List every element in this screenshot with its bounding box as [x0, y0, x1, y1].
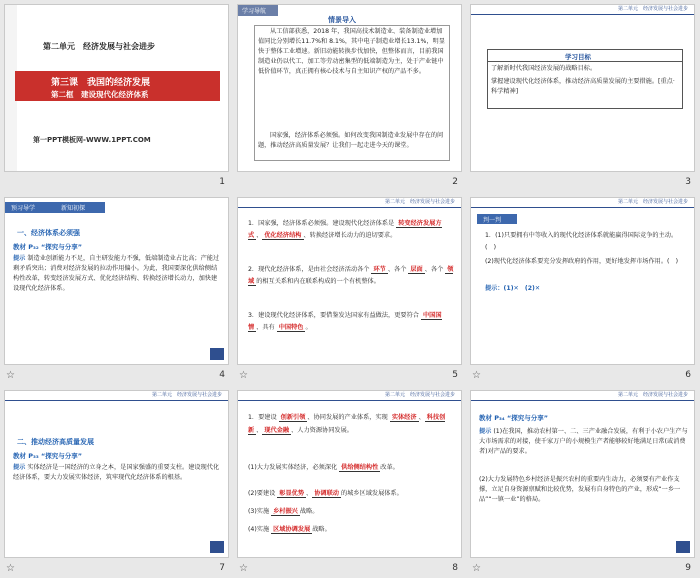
- tip-label: 提示: [13, 464, 26, 471]
- point-text: 的城乡区域发展体系。: [340, 490, 403, 497]
- slide-8: [237, 390, 462, 558]
- slide-number: 8: [452, 563, 458, 573]
- back-button[interactable]: [676, 541, 690, 553]
- fill-blank: 区域协调发展: [273, 526, 311, 533]
- fill-blank: 中国特色: [278, 324, 304, 331]
- point-text: (1)大力发展实体经济，必须深化: [248, 464, 338, 471]
- tip-text-2: (2)大力发展特色乡村经济是振兴农村的重要内生动力，必须要有产业作支撑，立足自身资源禀赋和比较优势，发展有自身特色的产业，形成“一乡一品”“一镇一业”的格局。: [479, 476, 681, 503]
- slide-number: 9: [685, 563, 691, 573]
- answer-text: 提示：(1)✕ (2)✕: [485, 285, 541, 292]
- slide-1: [4, 4, 229, 172]
- point-text: 、具有: [256, 324, 275, 331]
- slide-header: 第二单元 经济发展与社会进步: [151, 392, 222, 398]
- slide-thumb-7[interactable]: [0, 386, 233, 578]
- slide-number: 1: [219, 177, 225, 187]
- judge-tag: 判一判: [483, 217, 502, 224]
- point-text: 、各个: [387, 266, 407, 273]
- slide-2: [237, 4, 462, 172]
- point-text: 3．建设现代化经济体系，要借鉴发达国家有益做法，更要符合: [248, 312, 419, 319]
- slide-6: [470, 197, 695, 365]
- slide-number: 2: [452, 177, 458, 187]
- tip-text-1: (1)在我国，推动农村第一、二、三产业融合发展，有利于小农户生产与大市场需求的对接，使千家万户的小规模生产者能够较好地满足日常(或消费者)对产品的要求。: [479, 428, 688, 455]
- fill-blank: 中国国情: [248, 312, 442, 331]
- slide-number: 5: [452, 370, 458, 380]
- slide-5: [237, 197, 462, 365]
- tip-label: 提示: [479, 428, 492, 435]
- point-text: 战略。: [299, 508, 319, 515]
- back-button[interactable]: [210, 541, 224, 553]
- star-icon[interactable]: ☆: [472, 370, 481, 381]
- question-1: 1．(1)只要拥有中等收入的现代化经济体系就能赢得国际竞争的主动。( ): [485, 232, 678, 251]
- scene-question: 国家强，经济体系必须强。如何改变我国制造业发展中存在的问题，推动经济高质量发展？让我们一起走进今天的课堂。: [258, 132, 444, 149]
- slide-4: [4, 197, 229, 365]
- point-2: [248, 461, 454, 474]
- nav-tag: 学习导航: [242, 8, 267, 15]
- answer-body: [13, 254, 223, 294]
- scene-body: 从工信部获悉，2018 年，我国高技术制造业、装备制造业增加值同比分别增长11.7%和 8.1%，其中电子制造业增长13.1%，明显快于整体工业增速。新旧动能转换步伐加快，但整体而言，目前我国制造业仍以代工、加工等劳动密集型的低端制造为主，处于产业链中低价值环节，真正拥有核心技术与自主知识产权的产品不多。: [258, 28, 445, 75]
- material-ref: 教材 P₃₃ “探究与分享”: [13, 452, 83, 460]
- slide-header: 第二单元 经济发展与社会进步: [617, 6, 688, 12]
- point-1: 1．国家强，经济体系必须强。建设现代化经济体系是 转变经济发展方式 、 优化经济结构 、转换经济增长动力的迫切要求。: [248, 220, 442, 239]
- slide-header: 第二单元 经济发展与社会进步: [617, 392, 688, 398]
- fill-blank: 供给侧结构性: [341, 464, 379, 471]
- slide-thumb-3[interactable]: [466, 0, 699, 192]
- slide-thumb-6[interactable]: [466, 193, 699, 385]
- slide-thumb-4[interactable]: [0, 193, 233, 385]
- goal-1: 了解新时代我国经济发展的战略目标。: [491, 65, 597, 72]
- unit-title: 第二单元 经济发展与社会进步: [43, 42, 155, 51]
- slide-number: 3: [685, 177, 691, 187]
- goal-2: 掌握建设现代化经济体系，推动经济高质量发展的主要措施。[重点·科学精神]: [491, 78, 675, 95]
- fill-blank: 环节: [373, 266, 386, 273]
- answer-body: [13, 463, 223, 483]
- point-2: [248, 264, 454, 288]
- fill-blank: 乡村振兴: [273, 508, 298, 515]
- slide-thumb-9[interactable]: [466, 386, 699, 578]
- point-text: (2)要建设: [248, 490, 276, 497]
- point-text: 1．国家强，经济体系必须强。建设现代化经济体系是: [248, 220, 395, 227]
- slide-thumb-5[interactable]: [233, 193, 466, 385]
- point-text: 战略。: [312, 526, 331, 533]
- point-text: 2．现代化经济体系，是由社会经济活动各个: [248, 266, 370, 273]
- point-text: (4)实施: [248, 526, 270, 533]
- star-icon[interactable]: ☆: [239, 563, 248, 574]
- fill-blank: 彰显优势: [279, 490, 305, 497]
- star-icon[interactable]: ☆: [239, 370, 248, 381]
- point-text: 、转换经济增长动力的迫切要求。: [303, 232, 397, 239]
- slide-thumb-1[interactable]: [0, 0, 233, 192]
- point-text: 、各个: [424, 266, 444, 273]
- star-icon[interactable]: ☆: [6, 370, 15, 381]
- point-4: [248, 505, 454, 518]
- slide-header: 第二单元 经济发展与社会进步: [384, 392, 455, 398]
- fill-blank: 转变经济发展方式: [248, 220, 442, 239]
- fill-blank: 科技创新: [248, 414, 446, 434]
- fill-blank: 实体经济: [391, 414, 417, 421]
- back-button[interactable]: [210, 348, 224, 360]
- tip-text: 制造业创新能力不足，自主研发能力不强，低端制造业占比高；产能过剩矛盾突出；消费对经济发展的拉动作用偏小。为此，我国要深化供给侧结构性改革，转变经济发展方式、优化经济结构、转换经济增长动力，加快建设现代化经济体系。: [13, 255, 220, 292]
- fill-blank: 层面: [410, 266, 423, 273]
- point-text: 、人力资源协同发展。: [291, 427, 353, 434]
- section-heading: 二、推动经济高质量发展: [17, 438, 94, 446]
- slide-header: 第二单元 经济发展与社会进步: [617, 199, 688, 205]
- fill-blank: 协调联动: [314, 490, 339, 497]
- preview-tag: 预习导学: [11, 205, 36, 212]
- star-icon[interactable]: ☆: [472, 563, 481, 574]
- fill-blank: 优化经济结构: [264, 232, 302, 239]
- fill-blank: 创新引领: [280, 414, 306, 421]
- point-text: 、协同发展的产业体系，实现: [307, 414, 388, 421]
- fill-blank: 领域: [248, 266, 454, 285]
- slide-3: [470, 4, 695, 172]
- point-text: (3)实施: [248, 508, 270, 515]
- material-ref: 教材 P₃₄ “探究与分享”: [479, 414, 549, 422]
- site-text: 第一PPT模板网-WWW.1PPT.COM: [33, 136, 151, 144]
- lesson-title: 第三课 我国的经济发展: [51, 78, 151, 88]
- point-5: [248, 523, 454, 536]
- point-text: 1．要建设: [248, 414, 277, 421]
- slide-number: 7: [219, 563, 225, 573]
- question-2: (2)现代化经济体系要充分发挥政府的作用，更好地发挥市场作用。( ): [485, 258, 679, 265]
- point-3: (2)要建设 彰显优势 、 协调联动 的城乡区域发展体系。: [248, 490, 403, 497]
- point-1: 1．要建设 创新引领 、协同发展的产业体系，实现 实体经济 、 科技创新 、 现代金融 、人力资源协同发展。: [248, 414, 446, 434]
- fill-blank: 现代金融: [264, 427, 290, 434]
- star-icon[interactable]: ☆: [6, 563, 15, 574]
- slide-thumb-2[interactable]: [233, 0, 466, 192]
- section-heading: 一、经济体系必须强: [17, 229, 80, 237]
- section-title: 第二框 建设现代化经济体系: [51, 90, 149, 99]
- slide-number: 4: [219, 370, 225, 380]
- answer-body: [479, 427, 691, 457]
- point-3: [248, 310, 454, 334]
- slide-number: 6: [685, 370, 691, 380]
- slide-7: [4, 390, 229, 558]
- scene-title: 情景导入: [328, 16, 356, 24]
- slide-9: [470, 390, 695, 558]
- point-text: 改革。: [380, 464, 399, 471]
- tip-text: 实体经济是一国经济的立身之本，是国家强盛的重要支柱。建设现代化经济体系，要大力发展实体经济，筑牢现代化经济体系的根基。: [13, 464, 220, 481]
- new-knowledge-tag: 新知初探: [61, 205, 86, 212]
- material-ref: 教材 P₃₂ “探究与分享”: [13, 243, 83, 251]
- tip-label: 提示: [13, 255, 26, 262]
- point-text: 。: [305, 324, 312, 331]
- point-text: 的相互关系和内在联系构成的一个有机整体。: [256, 278, 380, 285]
- slide-header: 第二单元 经济发展与社会进步: [384, 199, 455, 205]
- slide-thumb-8[interactable]: [233, 386, 466, 578]
- goals-title: 学习目标: [565, 53, 591, 61]
